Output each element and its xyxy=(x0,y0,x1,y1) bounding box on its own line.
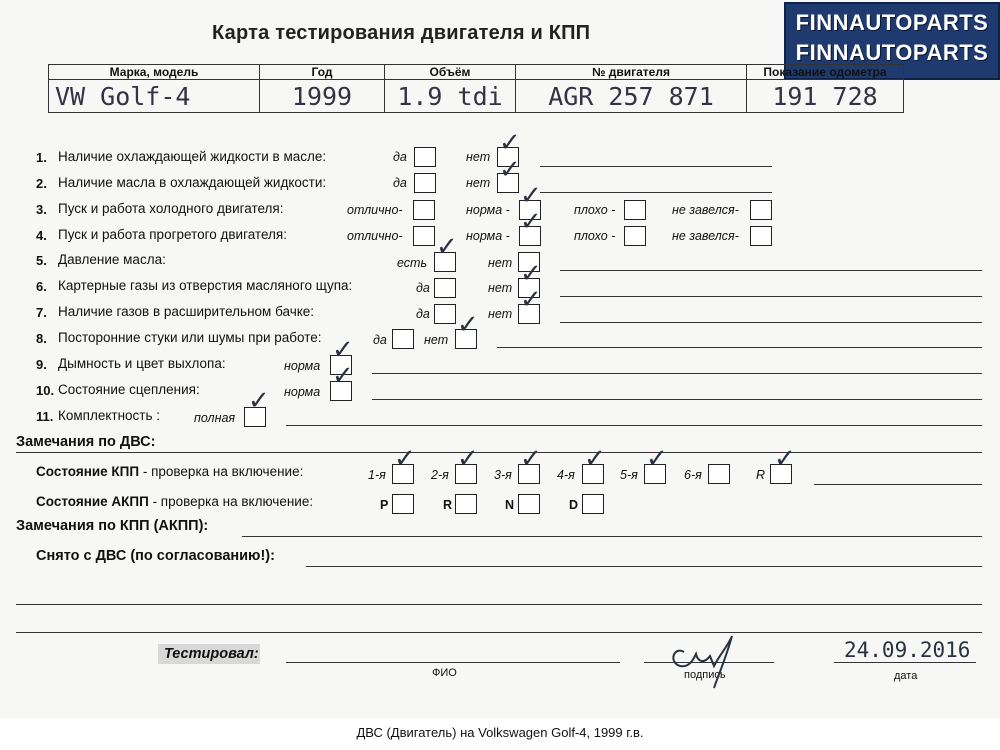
item-label: Наличие охлаждающей жидкости в масле: xyxy=(58,149,327,164)
checkbox-bad[interactable] xyxy=(624,226,646,246)
checkbox-not-started[interactable] xyxy=(750,200,772,220)
date-value: 24.09.2016 xyxy=(844,638,971,662)
option-label: нет xyxy=(466,150,491,164)
item-number: 9. xyxy=(36,357,47,372)
checkmark-icon: ✓ xyxy=(394,444,416,474)
notes-line xyxy=(16,604,982,605)
option-label: норма xyxy=(284,385,321,399)
checkbox-excellent[interactable] xyxy=(413,200,435,220)
value-row xyxy=(49,80,904,113)
checkbox-akpp-d[interactable] xyxy=(582,494,604,514)
notes-line xyxy=(560,296,982,297)
checkmark-icon: ✓ xyxy=(520,259,542,289)
item-label: Наличие газов в расширительном бачке: xyxy=(58,304,315,319)
item-label: Посторонние стуки или шумы при работе: xyxy=(58,330,322,345)
item-number: 8. xyxy=(36,331,47,346)
item-number: 1. xyxy=(36,150,47,165)
notes-line xyxy=(16,632,982,633)
item-label: Пуск и работа холодного двигателя: xyxy=(58,201,284,216)
item-label: Состояние сцепления: xyxy=(58,382,200,397)
checkbox-excellent[interactable] xyxy=(413,226,435,246)
checkmark-icon: ✓ xyxy=(520,285,542,315)
option-label: полная xyxy=(194,411,236,425)
checkbox-yes[interactable] xyxy=(392,329,414,349)
watermark-line-1: FINNAUTOPARTS xyxy=(795,10,989,35)
checkbox-bad[interactable] xyxy=(624,200,646,220)
item-label: Дымность и цвет выхлопа: xyxy=(58,356,226,371)
checkbox-akpp-n[interactable] xyxy=(518,494,540,514)
notes-line xyxy=(286,425,982,426)
item-number: 2. xyxy=(36,176,47,191)
signature-caption: подпись xyxy=(684,669,726,681)
item-number: 4. xyxy=(36,228,47,243)
notes-line xyxy=(372,399,982,400)
option-label: нет xyxy=(488,307,513,321)
col-odometer: Показание одометра xyxy=(747,65,904,80)
checkmark-icon: ✓ xyxy=(248,386,270,416)
checkmark-icon: ✓ xyxy=(457,444,479,474)
date-line xyxy=(834,662,976,663)
checkbox-gear-6[interactable] xyxy=(708,464,730,484)
value-volume: 1.9 tdi xyxy=(385,80,516,113)
option-label: нет xyxy=(488,256,513,270)
checkbox-yes[interactable] xyxy=(414,173,436,193)
gear-label: 3-я xyxy=(494,468,512,482)
image-caption: ДВС (Двигатель) на Volkswagen Golf-4, 1999 г.в. xyxy=(0,718,1000,750)
checkmark-icon: ✓ xyxy=(436,232,458,262)
fio-caption: ФИО xyxy=(432,667,457,679)
checkbox-akpp-p[interactable] xyxy=(392,494,414,514)
notes-line xyxy=(540,192,772,193)
item-label: Давление масла: xyxy=(58,252,166,267)
value-engine-number: AGR 257 871 xyxy=(516,80,747,113)
checkmark-icon: ✓ xyxy=(457,310,479,340)
item-number: 11. xyxy=(36,409,54,424)
notes-line xyxy=(306,566,982,567)
item-number: 3. xyxy=(36,202,47,217)
akpp-check-title: Состояние АКПП xyxy=(36,494,149,509)
option-label: норма - xyxy=(466,203,510,217)
removed-label: Снято с ДВС (по согласованию!): xyxy=(36,548,275,564)
option-label: плохо - xyxy=(574,229,616,243)
option-label: да xyxy=(393,176,407,190)
item-number: 7. xyxy=(36,305,47,320)
option-label: не завелся- xyxy=(672,203,739,217)
header-row xyxy=(49,65,904,80)
option-label: да xyxy=(416,281,430,295)
checkbox-not-started[interactable] xyxy=(750,226,772,246)
dvs-notes-label: Замечания по ДВС: xyxy=(16,434,156,450)
notes-line xyxy=(814,484,982,485)
item-number: 6. xyxy=(36,279,47,294)
option-label: да xyxy=(393,150,407,164)
akpp-label: D xyxy=(569,498,579,512)
option-label: норма xyxy=(284,359,321,373)
notes-line xyxy=(560,270,982,271)
akpp-label: R xyxy=(443,498,453,512)
option-label: да xyxy=(416,307,430,321)
item-number: 10. xyxy=(36,383,55,398)
checkmark-icon: ✓ xyxy=(499,155,521,185)
gear-label: 4-я xyxy=(557,468,575,482)
vehicle-info-table xyxy=(48,64,904,113)
checkbox-akpp-r[interactable] xyxy=(455,494,477,514)
watermark-line-2: FINNAUTOPARTS xyxy=(795,40,989,65)
kpp-check-label xyxy=(36,464,303,479)
option-label: да xyxy=(373,333,387,347)
value-odometer: 191 728 xyxy=(747,80,904,113)
checkmark-icon: ✓ xyxy=(332,361,354,391)
checkbox-yes[interactable] xyxy=(434,278,456,298)
gear-label: 6-я xyxy=(684,468,702,482)
item-label: Наличие масла в охлаждающей жидкости: xyxy=(58,175,327,190)
notes-line xyxy=(242,536,982,537)
akpp-label: P xyxy=(380,498,389,512)
item-label: Пуск и работа прогретого двигателя: xyxy=(58,227,287,242)
option-label: нет xyxy=(466,176,491,190)
option-label: не завелся- xyxy=(672,229,739,243)
gear-label: R xyxy=(756,468,766,482)
option-label: нет xyxy=(488,281,513,295)
item-number: 5. xyxy=(36,253,47,268)
checkmark-icon: ✓ xyxy=(520,181,542,211)
checkmark-icon: ✓ xyxy=(584,444,606,474)
checkmark-icon: ✓ xyxy=(332,335,354,365)
page-title: Карта тестирования двигателя и КПП xyxy=(212,22,591,44)
checkmark-icon: ✓ xyxy=(520,207,542,237)
checkmark-icon: ✓ xyxy=(520,444,542,474)
notes-line xyxy=(497,347,982,348)
col-engine-number: № двигателя xyxy=(516,65,747,80)
item-label: Комплектность : xyxy=(58,408,161,423)
option-label: есть xyxy=(397,256,428,270)
date-caption: дата xyxy=(894,670,918,682)
option-label: отлично- xyxy=(347,203,403,217)
tested-label: Тестировал: xyxy=(164,646,259,662)
value-year: 1999 xyxy=(260,80,385,113)
notes-line xyxy=(560,322,982,323)
option-label: нет xyxy=(424,333,449,347)
value-model: VW Golf-4 xyxy=(49,80,260,113)
fio-line xyxy=(286,662,620,663)
col-volume: Объём xyxy=(385,65,516,80)
option-label: плохо - xyxy=(574,203,616,217)
gear-label: 2-я xyxy=(431,468,449,482)
notes-line xyxy=(540,166,772,167)
option-label: отлично- xyxy=(347,229,403,243)
notes-line xyxy=(16,452,982,453)
checkmark-icon: ✓ xyxy=(646,444,668,474)
akpp-check-label xyxy=(36,494,313,509)
option-label: норма - xyxy=(466,229,510,243)
signature-mark xyxy=(666,628,756,692)
item-label: Картерные газы из отверстия масляного щупа: xyxy=(58,278,353,293)
checkbox-yes[interactable] xyxy=(414,147,436,167)
akpp-check-rest: - проверка на включение: xyxy=(148,494,314,509)
checkmark-icon: ✓ xyxy=(774,444,796,474)
kpp-notes-label: Замечания по КПП (АКПП): xyxy=(16,518,209,534)
gear-label: 5-я xyxy=(620,468,638,482)
col-year: Год xyxy=(260,65,385,80)
gear-label: 1-я xyxy=(368,468,386,482)
notes-line xyxy=(372,373,982,374)
col-model: Марка, модель xyxy=(49,65,260,80)
kpp-check-title: Состояние КПП xyxy=(36,464,140,479)
checkmark-icon: ✓ xyxy=(499,128,521,158)
akpp-label: N xyxy=(505,498,515,512)
checkbox-yes[interactable] xyxy=(434,304,456,324)
kpp-check-rest: - проверка на включение: xyxy=(139,464,304,479)
